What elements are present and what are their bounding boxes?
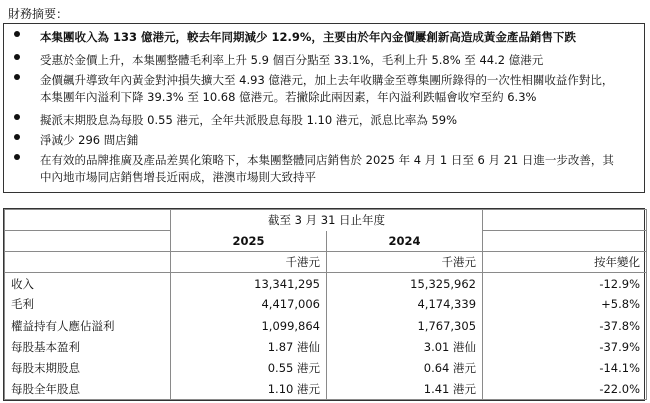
bullet-icon [14, 31, 20, 37]
table-row [5, 336, 647, 357]
yoy-change: -37.9% [483, 336, 647, 357]
value-2024: 0.64 港元 [327, 357, 483, 378]
table-row [5, 273, 647, 294]
row-label: 每股末期股息 [5, 357, 171, 378]
summary-box [3, 23, 645, 193]
value-2025: 1.10 港元 [171, 378, 327, 399]
value-2025: 4,417,006 [171, 294, 327, 315]
value-2025: 0.55 港元 [171, 357, 327, 378]
bullet-icon [14, 114, 20, 120]
summary-line: 中內地市場同店銷售增長近兩成，港澳市場則大致持平 [40, 170, 316, 184]
period-header: 截至 3 月 31 日止年度 [171, 210, 483, 231]
table-row [5, 357, 647, 378]
summary-line: 受惠於金價上升，本集團整體毛利率上升 5.9 個百分點至 33.1%，毛利上升 5.8% 至 44.2 億港元 [40, 53, 544, 67]
row-label: 收入 [5, 273, 171, 294]
unit-header-2024: 千港元 [327, 252, 483, 273]
summary-line: 本集團年內溢利下降 39.3% 至 10.68 億港元。若撇除此兩因素，年內溢利跌幅會收窄至約 6.3% [40, 90, 537, 104]
change-header: 按年變化 [483, 252, 647, 273]
summary-line: 擬派末期股息為每股 0.55 港元，全年共派股息每股 1.10 港元，派息比率為 59% [40, 113, 458, 127]
value-2024: 1,767,305 [327, 315, 483, 336]
row-label: 每股全年股息 [5, 378, 171, 399]
row-label: 每股基本盈利 [5, 336, 171, 357]
table-row [5, 294, 647, 315]
unit-header-2025: 千港元 [171, 252, 327, 273]
year-header-2024: 2024 [327, 231, 483, 252]
yoy-change: +5.8% [483, 294, 647, 315]
blank-header-cell [5, 252, 171, 273]
value-2025: 1.87 港仙 [171, 336, 327, 357]
bullet-icon [14, 54, 20, 60]
table-row [5, 378, 647, 399]
value-2024: 4,174,339 [327, 294, 483, 315]
value-2024: 15,325,962 [327, 273, 483, 294]
row-label: 毛利 [5, 294, 171, 315]
summary-line: 淨減少 296 間店鋪 [40, 133, 139, 147]
value-2025: 1,099,864 [171, 315, 327, 336]
summary-line: 本集團收入為 133 億港元，較去年同期減少 12.9%，主要由於年內金價屢創新高造成黃金產品銷售下跌 [40, 30, 576, 44]
blank-header-cell [483, 210, 647, 231]
row-label: 權益持有人應佔溢利 [5, 315, 171, 336]
yoy-change: -14.1% [483, 357, 647, 378]
year-header-2025: 2025 [171, 231, 327, 252]
blank-header-cell [5, 210, 171, 231]
yoy-change: -22.0% [483, 378, 647, 399]
yoy-change: -12.9% [483, 273, 647, 294]
summary-line: 在有效的品牌推廣及產品差異化策略下，本集團整體同店銷售於 2025 年 4 月 1 日至 6 月 21 日進一步改善，其 [40, 153, 614, 167]
bullet-icon [14, 154, 20, 160]
yoy-change: -37.8% [483, 315, 647, 336]
blank-header-cell [5, 231, 171, 252]
value-2025: 13,341,295 [171, 273, 327, 294]
summary-line: 金價飆升導致年內黃金對沖損失擴大至 4.93 億港元，加上去年收購金至尊集團所錄得的一次性相關收益作對比， [40, 73, 614, 87]
blank-header-cell [483, 231, 647, 252]
value-2024: 3.01 港仙 [327, 336, 483, 357]
section-title: 財務摘要： [8, 7, 69, 21]
value-2024: 1.41 港元 [327, 378, 483, 399]
table-row [5, 315, 647, 336]
bullet-icon [14, 74, 20, 80]
financial-table [3, 208, 645, 401]
bullet-icon [14, 134, 20, 140]
